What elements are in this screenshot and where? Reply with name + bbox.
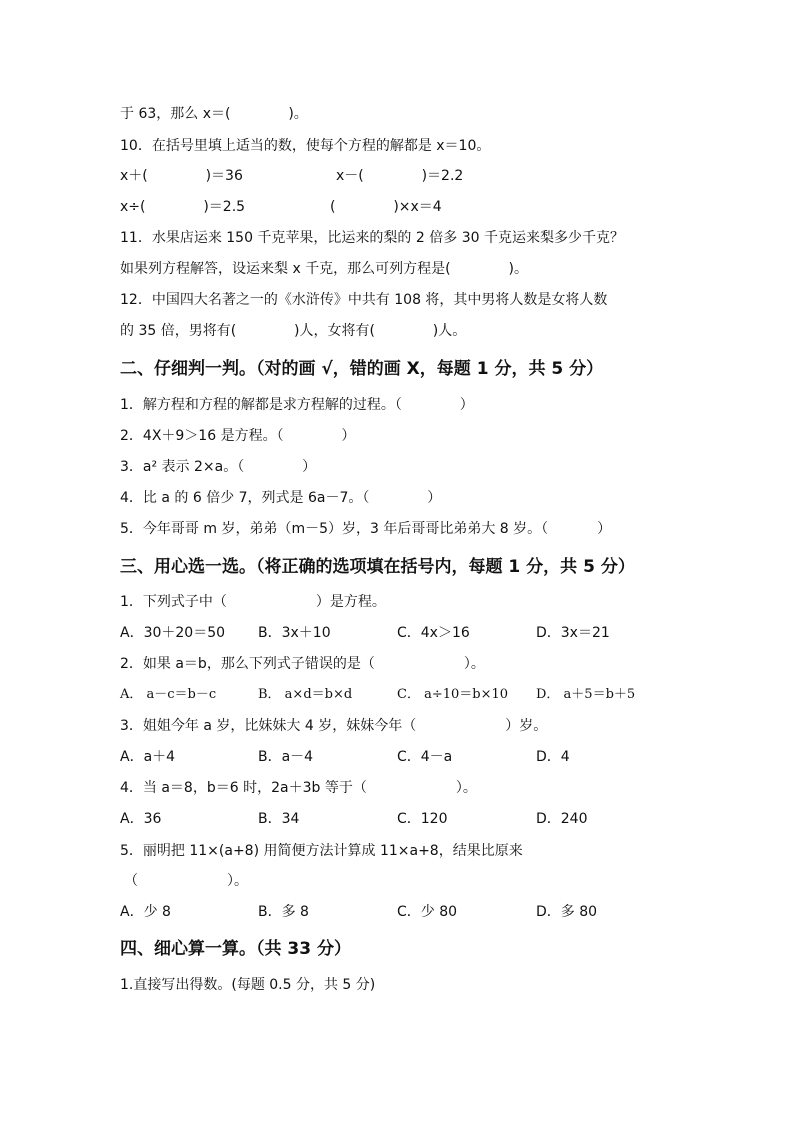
choice-2-option-b: B． a×d＝b×d [258, 687, 353, 702]
choice-5-option-b: B．多 8 [258, 904, 309, 920]
judge-item-2: 2．4X＋9＞16 是方程。（ ） [120, 428, 356, 444]
choice-5-blank: （ ）。 [124, 873, 249, 889]
choice-5-option-a: A．少 8 [120, 904, 171, 920]
judge-item-3: 3．a² 表示 2×a。（ ） [120, 459, 317, 475]
choice-3-stem: 3．姐姐今年 a 岁，比妹妹大 4 岁，妹妹今年（ ）岁。 [120, 718, 548, 734]
judge-item-1: 1．解方程和方程的解都是求方程解的过程。（ ） [120, 397, 474, 413]
choice-2-option-c: C． a÷10＝b×10 [397, 687, 509, 702]
choice-5-option-d: D．多 80 [536, 904, 598, 920]
question-10: 10．在括号里填上适当的数，使每个方程的解都是 x＝10。 [120, 138, 491, 154]
question-12-line1: 12．中国四大名著之一的《水浒传》中共有 108 将，其中男将人数是女将人数 [120, 292, 608, 308]
equation-10a: x＋( )＝36 [120, 168, 243, 184]
choice-4-option-d: D．240 [536, 811, 588, 827]
judge-item-4: 4．比 a 的 6 倍少 7，列式是 6a－7。（ ） [120, 490, 442, 506]
equation-10c: x÷( )＝2.5 [120, 199, 246, 215]
choice-4-option-a: A．36 [120, 811, 162, 827]
choice-4-stem: 4．当 a＝8，b＝6 时，2a＋3b 等于（ ）。 [120, 780, 477, 796]
choice-2-option-d: D． a＋5＝b＋5 [536, 687, 636, 702]
choice-3-option-b: B．a－4 [258, 749, 314, 765]
choice-1-option-c: C．4x＞16 [397, 625, 470, 641]
question-9-tail: 于 63，那么 x＝( )。 [120, 106, 308, 122]
section-2-title: 二、仔细判一判。（对的画 √，错的画 X，每题 1 分，共 5 分） [120, 359, 604, 379]
judge-item-5: 5．今年哥哥 m 岁，弟弟（m－5）岁，3 年后哥哥比弟弟大 8 岁。（ ） [120, 521, 612, 537]
choice-3-option-d: D．4 [536, 749, 570, 765]
choice-1-option-d: D．3x＝21 [536, 625, 610, 641]
choice-1-option-a: A．30＋20＝50 [120, 625, 226, 641]
choice-2-option-a: A． a－c＝b－c [120, 687, 217, 702]
choice-2-stem: 2．如果 a＝b，那么下列式子错误的是（ ）。 [120, 656, 485, 672]
question-11-line2: 如果列方程解答，设运来梨 x 千克，那么可列方程是( )。 [120, 261, 528, 277]
equation-10d: ( )×x＝4 [330, 199, 442, 215]
choice-1-stem: 1．下列式子中（ ）是方程。 [120, 594, 386, 610]
choice-4-option-c: C．120 [397, 811, 448, 827]
choice-3-option-c: C．4－a [397, 749, 453, 765]
choice-5-option-c: C．少 80 [397, 904, 458, 920]
question-11-line1: 11．水果店运来 150 千克苹果，比运来的梨的 2 倍多 30 千克运来梨多少千克？ [120, 230, 624, 246]
section-3-title: 三、用心选一选。（将正确的选项填在括号内，每题 1 分，共 5 分） [120, 557, 635, 577]
choice-4-option-b: B．34 [258, 811, 300, 827]
equation-10b: x－( )＝2.2 [336, 168, 464, 184]
question-12-line2: 的 35 倍，男将有( )人，女将有( )人。 [120, 323, 467, 339]
section-4-title: 四、细心算一算。（共 33 分） [120, 939, 351, 959]
choice-3-option-a: A．a＋4 [120, 749, 176, 765]
calc-item-1: 1.直接写出得数。(每题 0.5 分，共 5 分) [120, 977, 376, 993]
choice-1-option-b: B．3x＋10 [258, 625, 331, 641]
choice-5-stem: 5．丽明把 11×(a+8) 用简便方法计算成 11×a+8，结果比原来 [120, 843, 523, 859]
